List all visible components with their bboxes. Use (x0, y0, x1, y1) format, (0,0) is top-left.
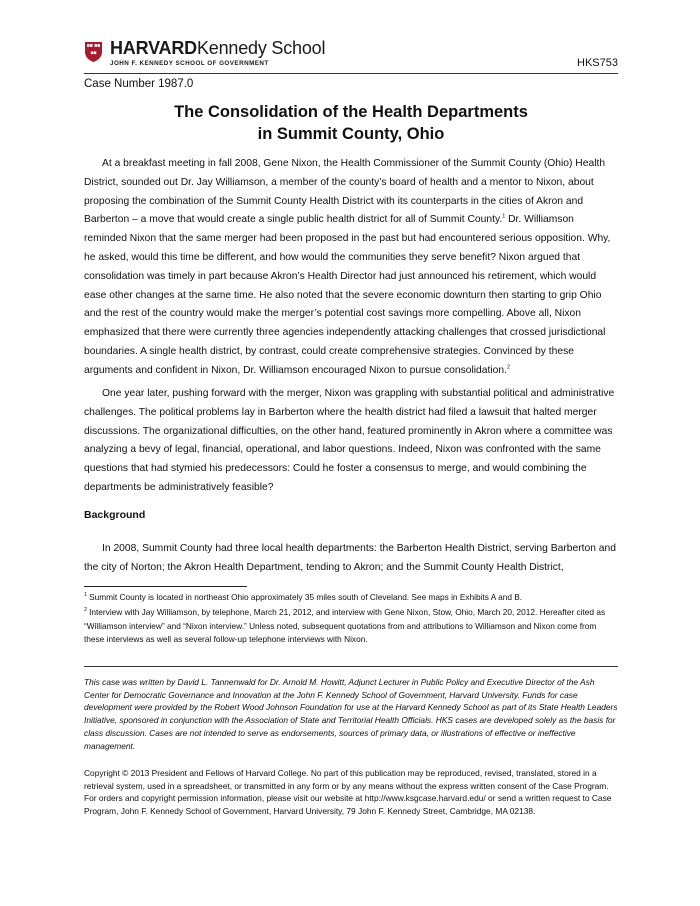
footnotes (84, 591, 618, 645)
page-header (84, 38, 618, 72)
school-subtitle: JOHN F. KENNEDY SCHOOL OF GOVERNMENT (110, 60, 269, 67)
wordmark-regular: Kennedy School (196, 38, 326, 58)
paragraph-1 (84, 155, 618, 381)
case-number: Case Number 1987.0 (84, 78, 194, 90)
header-divider (84, 73, 618, 74)
footnote-text: Summit County is located in northeast Ohio approximately 35 miles south of Cleveland. See maps in Exhibits A and B. (89, 592, 523, 602)
footnote-ref-1: 1 (502, 213, 506, 220)
paragraph-1-part-a: At a breakfast meeting in fall 2008, Gene Nixon, the Health Commissioner of the Summit County (Ohio) Health District, sounded out Dr. Jay Williamson, a member of the county’s board of health and a mentor to Nixon, about proposing the combination of the Summit County Health District with its counterparts in the cities of Akron and Barberton – a move that would create a single public health district for all of Summit County. (84, 158, 606, 226)
footnote-2 (84, 606, 618, 646)
footnote-mark: 1 (84, 592, 88, 598)
title-line-1: The Consolidation of the Health Departments (174, 103, 528, 121)
case-code: HKS753 (577, 57, 618, 69)
footnote-divider (84, 586, 247, 587)
footnote-ref-2: 2 (506, 364, 511, 371)
footnote-mark: 2 (84, 606, 88, 613)
harvard-shield-icon (84, 41, 103, 63)
case-disclaimer: This case was written by David L. Tannenwald for Dr. Arnold M. Howitt, Adjunct Lecturer in Public Policy and Executive Director of the Ash Center for Democratic Governance and Innovation at the John F. Kennedy School of Government, Harvard University. Funds for case development were provided by the Robert Wood Johnson Foundation for use at the Harvard Kennedy School as part of its State Health Leaders Initiative, sponsored in conjunction with the Association of State and Territorial Health Officials. HKS cases are developed solely as the basis for class discussion. Cases are not intended to serve as endorsements, sources of primary data, or illustrations of effective or ineffective management. (84, 677, 618, 751)
disclaimer-divider (84, 666, 618, 667)
paragraph-2: One year later, pushing forward with the merger, Nixon was grappling with substantial political and administrative challenges. The political problems lay in Barberton where the health district had filed a lawsuit that halted merger discussions. The organizational difficulties, on the other hand, featured prominently in Akron where a committee was analyzing a bevy of legal, financial, operational, and labor questions. Indeed, Nixon was confronted with the same questions that had stymied his predecessors: Could he foster a consensus to merge, and would combining the departments be administratively feasible? (84, 388, 615, 493)
title-line-2: in Summit County, Ohio (257, 125, 445, 143)
wordmark-bold: HARVARD (110, 38, 197, 58)
footnote-text: Interview with Jay Williamson, by telephone, March 21, 2012, and interview with Gene Nixon, Stow, Ohio, March 20, 2012. Hereafter cited as “Williamson interview” and “Nixon interview.” Unless noted, subsequent quotations from and attributions to Williamson and Nixon come from these interviews as well as several follow-up telephone interviews with Nixon. (84, 606, 606, 644)
school-wordmark (110, 38, 325, 59)
document-title (84, 101, 618, 145)
section-heading-background: Background (84, 509, 146, 521)
paragraph-1-part-b: Dr. Williamson reminded Nixon that the same merger had been proposed in the past but had encountered serious opposition. Why, he asked, would this time be different, and how would the communities they serve benefit? Nixon argued that consolidation was timely in part because Akron’s Health Director had just announced his retirement, which would ease other changes at the same time. He also noted that the severe economic downturn then starting to grip Ohio and the rest of the country would make the merger’s potential cost savings more compelling. Above all, Nixon emphasized that there were currently three agencies independently attacking challenges that crossed jurisdictional boundaries. A single health district, by contrast, could create comprehensive strategies. Convinced by these arguments and confident in Nixon, Dr. Williamson encouraged Nixon to pursue consolidation. (84, 214, 611, 376)
footnote-1 (84, 591, 618, 606)
paragraph-3: In 2008, Summit County had three local health departments: the Barberton Health District, serving Barberton and the city of Norton; the Akron Health Department, tending to Akron; and the Summit County Health District, (84, 543, 616, 573)
copyright-notice: Copyright © 2013 President and Fellows of Harvard College. No part of this publication may be reproduced, revised, translated, stored in a retrieval system, used in a spreadsheet, or transmitted in any form or by any means without the express written consent of the Case Program. For orders and copyright permission information, please visit our website at http://www.ksgcase.harvard.edu/ or send a written request to Case Program, John F. Kennedy School of Government, Harvard University, 79 John F. Kennedy Street, Cambridge, MA 02138. (84, 768, 612, 816)
